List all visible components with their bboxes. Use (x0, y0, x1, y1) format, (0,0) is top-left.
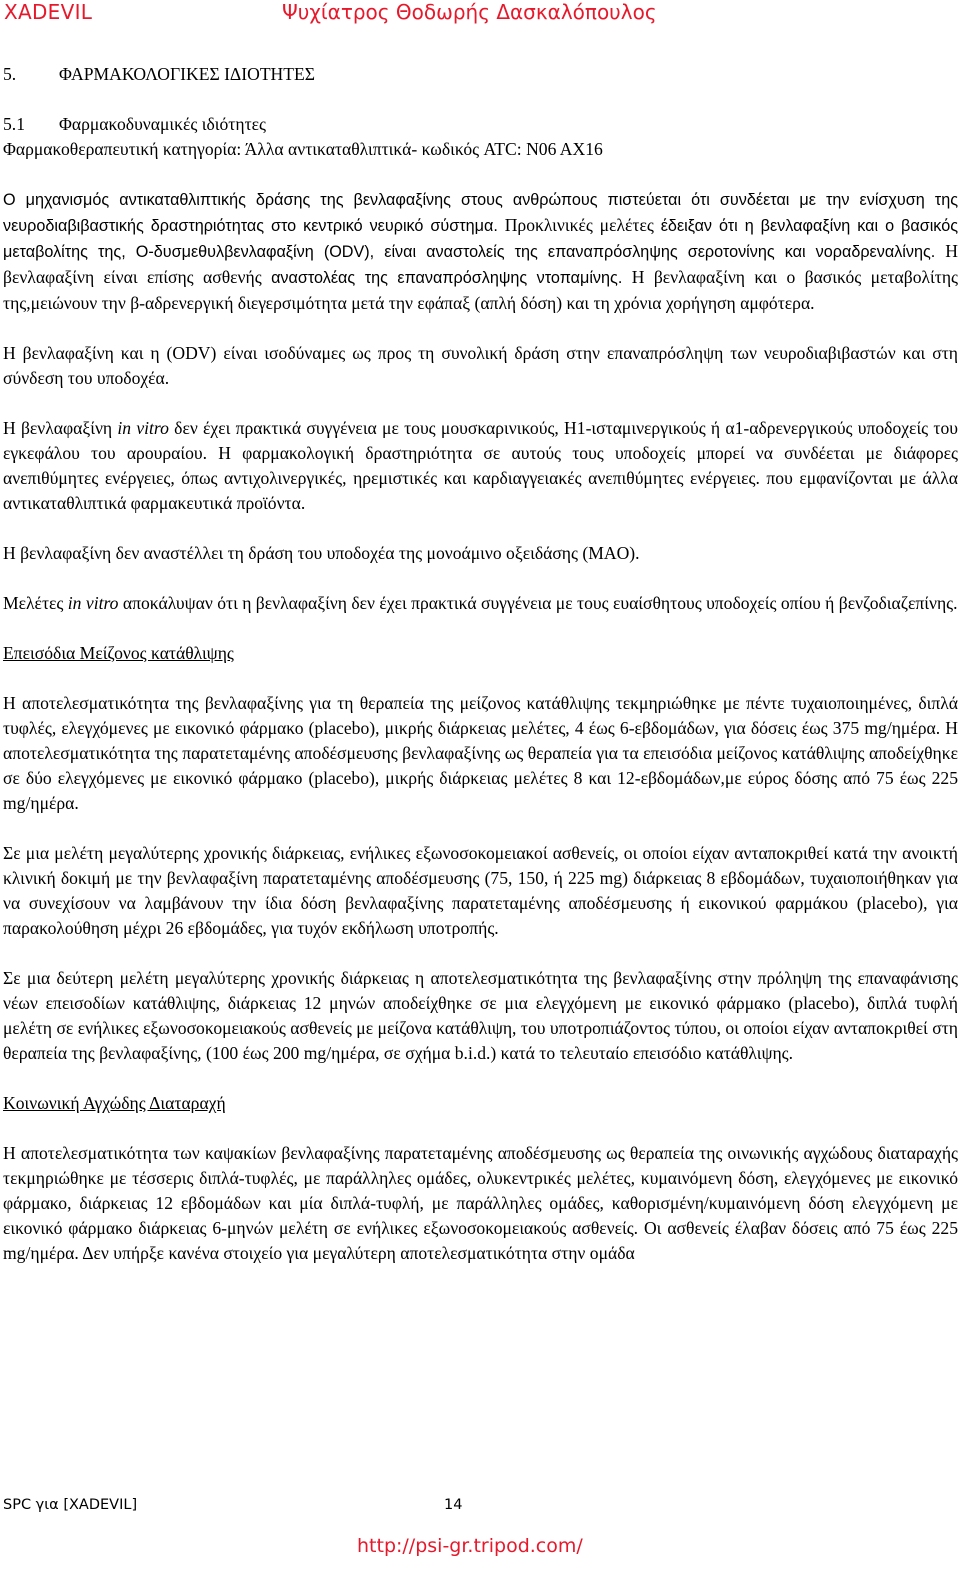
section-5-1-block (3, 112, 958, 162)
social-anxiety-paragraph: Η αποτελεσματικότητα των καψακίων βενλαφαξίνης παρατεταμένης αποδέσμευσης ως θεραπεία της οινωνικής αγχώδους διαταραχής τεκμηριώθηκε με τέσσερις διπλά-τυφλές, με παράλληλες ομάδες, ολυκεντρικές μελέτες, κυμαινόμενη δόση, ελεγχόμενες με εικονικό φάρμακο, διάρκειας 12 εβδομάδων και μία διπλά-τυφλή, με παράλληλες ομάδες, καθορισμένη/κυμαινόμενη δόση ελεγχόμενη με εικονικό φάρμακο διάρκειας 6-μηνών μελέτη σε ενήλικες εξωνοσοκομειακούς ασθενείς. Οι ασθενείς έλαβαν δόσεις από 75 έως 225 mg/ημέρα. Δεν υπήρξε κανένα στοιχείο για μεγαλύτερη αποτελεσματικότητα στην ομάδα (3, 1143, 958, 1263)
in-vitro-text-1: Η βενλαφαξίνη (3, 418, 113, 438)
atc-category-line: Φαρμακοθεραπευτική κατηγορία: Άλλα αντικαταθλιπτικά- κωδικός ATC: N06 AX16 (3, 139, 603, 159)
section-5-1-heading (3, 112, 958, 137)
opioid-italic: in vitro (67, 593, 119, 613)
footer-url-link[interactable]: http://psi-gr.tripod.com/ (357, 1535, 583, 1557)
depression-paragraph-3: Σε μια δεύτερη μελέτη μεγαλύτερης χρονικής διάρκειας η αποτελεσματικότητα της βενλαφαξίνης στην πρόληψη της επαναφάνισης νέων επεισοδίων κατάθλιψης, διάρκειας 12 μηνών αποδείχθηκε σε μια ελεγχόμενη με εικονικό φάρμακο (placebo), διπλά τυφλή μελέτη σε ενήλικες εξωνοσοκομειακούς ασθενείς με μείζονα κατάθλιψη, του υποτροπιάζοντος τύπου, οι οποίοι είχαν ανταποκριθεί στη θεραπεία της βενλαφαξίνης, (100 έως 200 mg/ημέρα, σε σχήμα b.i.d.) κατά το τελευταίο επεισόδιο κατάθλιψης. (3, 968, 958, 1063)
footer-spc-label: SPC για [XADEVIL] (3, 1497, 138, 1513)
header-doctor: Ψυχίατρος Θοδωρής Δασκαλόπουλος (282, 0, 657, 24)
header-brand: XADEVIL (4, 0, 93, 24)
depression-paragraph-1: Η αποτελεσματικότητα της βενλαφαξίνης για τη θεραπεία της μείζονος κατάθλιψης τεκμηριώθηκε με πέντε τυχαιοποιημένες, διπλά τυφλές, ελεγχόμενες με εικονικό φάρμακο (placebo), μικρής διάρκειας μελέτες, 4 έως 6-εβδομάδων, για δόσεις έως 375 mg/ημέρα. Η αποτελεσματικότητα της παρατεταμένης αποδέσμευσης βενλαφαξίνης ως θεραπεία για τα επεισόδια μείζονος κατάθλιψης αποδείχθηκε σε δύο ελεγχόμενες με εικονικό φάρμακο (placebo), μικρής διάρκειας μελέτες 8 και 12-εβδομάδων,με εύρος δόσης από 75 έως 225 mg/ημέρα. (3, 693, 958, 813)
mechanism-text-6: Η βενλαφαξίνη και ο βασικός μεταβολίτης της,μειώνουν την β-αδρενεργική διεγερσιμότητα μετά την εφάπαξ (απλή δόση) και τη χρόνια χορήγηση αμφότερα. (3, 267, 959, 313)
mechanism-text-3: έδειξαν ότι η βενλαφαξίνη και ο βασικός μεταβολίτης της, Ο-δυσμεθυλβενλαφαξίνη (ODV), είναι αναστολείς της επαναπρόσληψης σεροτονίνης και νοραδρεναλίνης. (3, 217, 959, 261)
section-5-heading (3, 62, 958, 87)
mechanism-paragraph (3, 187, 958, 316)
depression-heading: Επεισόδια Μείζονος κατάθλιψης (3, 643, 234, 663)
mechanism-text-2: Προκλινικές μελέτες (504, 215, 654, 235)
in-vitro-receptor-paragraph (3, 416, 958, 516)
opioid-paragraph (3, 591, 958, 616)
opioid-text-2: αποκάλυψαν ότι η βενλαφαξίνη δεν έχει πρακτικά συγγένεια με τους ευαίσθητους υποδοχείς οπίου ή βενζοδιαζεπίνης. (122, 593, 958, 613)
section-5-number: 5. (3, 64, 17, 84)
section-5-1-number: 5.1 (3, 114, 25, 134)
footer-page-number: 14 (444, 1497, 463, 1513)
mechanism-text-1: Ο μηχανισμός αντικαταθλιπτικής δράσης της βενλαφαξίνης στους ανθρώπους πιστεύεται ότι συνδέεται με την ενίσχυση της νευροδιαβιβαστικής δραστηριότητας στο κεντρικό νευρικό σύστημα. (3, 191, 958, 235)
social-anxiety-heading: Κοινωνική Αγχώδης Διαταραχή (3, 1093, 226, 1113)
page-header (0, 0, 960, 28)
in-vitro-text-2: δεν έχει πρακτικά συγγένεια με τους μουσκαρινικούς, Η1-ισταμινεργικούς ή α1-αδρενεργικούς υποδοχείς του εγκεφάλου του αρουραίου. Η φαρμακολογική δραστηριότητα σε αυτούς τους υποδοχείς μπορεί να συνδέεται με διάφορες ανεπιθύμητες ενέργειες, όπως αντιχολινεργικές, ηρεμιστικές και καρδιαγγειακές ανεπιθύμητες ενέργειες. που εμφανίζονται με άλλα αντικαταθλιπτικά φαρμακευτικά προϊόντα. (3, 418, 958, 513)
opioid-text-1: Μελέτες (3, 593, 64, 613)
odv-paragraph: Η βενλαφαξίνη και η (ODV) είναι ισοδύναμες ως προς τη συνολική δράση στην επαναπρόσληψη των νευροδιαβιβαστών και στη σύνδεση του υποδοχέα. (3, 343, 958, 388)
document-body (3, 62, 958, 1266)
in-vitro-italic: in vitro (117, 418, 169, 438)
mechanism-text-4: Η βενλαφαξίνη είναι επίσης ασθενής (3, 241, 959, 287)
depression-paragraph-2: Σε μια μελέτη μεγαλύτερης χρονικής διάρκειας, ενήλικες εξωνοσοκομειακοί ασθενείς, οι οποίοι είχαν ανταποκριθεί κατά την ανοικτή κλινική δοκιμή με την βενλαφαξίνη παρατεταμένης αποδέσμευσης (75, 150, ή 225 mg) διάρκειας 8 εβδομάδων, τυχαιοποιήθηκαν για να συνεχίσουν να λαμβάνουν την ίδια δόση βενλαφαξίνης παρατεταμένης αποδέσμευσης ή εικονικού φαρμάκου (placebo), για παρακολούθηση μέχρι 26 εβδομάδες, για τυχόν εκδήλωση υποτροπής. (3, 843, 958, 938)
section-5-title: ΦΑΡΜΑΚΟΛΟΓΙΚΕΣ ΙΔΙΟΤΗΤΕΣ (59, 64, 316, 84)
mao-paragraph: Η βενλαφαξίνη δεν αναστέλλει τη δράση του υποδοχέα της μονοάμινο οξειδάσης (MAO). (3, 543, 640, 563)
section-5-1-title: Φαρμακοδυναμικές ιδιότητες (59, 114, 266, 134)
mechanism-text-5: αναστολέας της επαναπρόσληψης ντοπαμίνης. (271, 269, 623, 287)
